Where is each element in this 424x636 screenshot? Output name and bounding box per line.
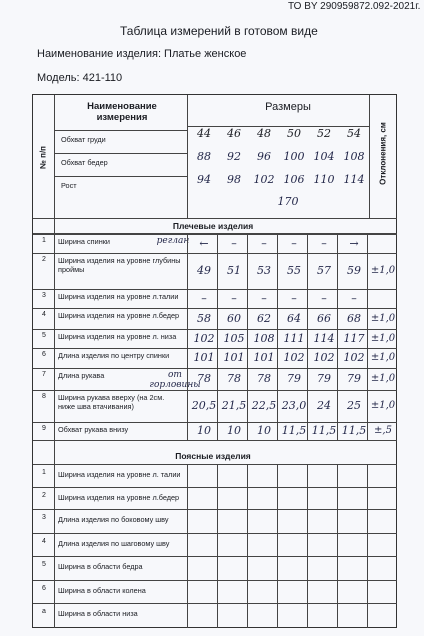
handwritten-value: ←: [199, 236, 209, 250]
row-number: 5: [42, 332, 46, 339]
handwritten-value: 102: [283, 351, 305, 364]
handwritten-value: –: [351, 291, 357, 305]
row-divider: [33, 509, 397, 510]
row-divider: [54, 130, 187, 131]
row-number: а: [42, 608, 46, 615]
handwritten-value: –: [231, 236, 237, 250]
handwritten-value: 102: [313, 351, 335, 364]
handwritten-value: –: [291, 236, 297, 250]
section-title-waist: Поясные изделия: [175, 451, 251, 461]
handwritten-value: 102: [193, 331, 215, 345]
handwritten-value: –: [291, 291, 297, 305]
handwritten-value: –: [201, 291, 207, 305]
measure-name: Длина рукава: [58, 371, 105, 380]
handwritten-value: 104: [313, 150, 335, 163]
handwritten-value: –: [261, 236, 267, 250]
row-divider: [33, 289, 397, 290]
measure-name: Ширина в области колена: [58, 586, 146, 595]
measure-name: Ширина рукава вверху (на 2см. ниже шва втачивания): [58, 393, 165, 411]
handwritten-value: 10: [227, 424, 241, 437]
row-divider: [33, 348, 397, 349]
handwritten-value: 20,5: [191, 399, 217, 412]
column-divider: [247, 464, 248, 628]
handwritten-value: 101: [253, 351, 275, 364]
handwritten-value: 102: [253, 173, 275, 186]
handwritten-value: 78: [257, 372, 271, 385]
handwritten-value: 24: [317, 399, 331, 412]
column-header-tolerance: Отклонения, см: [378, 122, 388, 185]
handwritten-value: 60: [227, 311, 241, 325]
handwritten-value: 108: [253, 331, 275, 345]
handwritten-value: 106: [283, 173, 305, 186]
handwritten-value: 49: [197, 264, 211, 277]
handwritten-value: 62: [257, 311, 271, 325]
row-number: 8: [42, 393, 46, 400]
handwritten-value: 11,5: [281, 424, 307, 437]
tolerance-value: ±1,0: [370, 400, 396, 411]
measure-name: Ширина изделия на уровне л.талии: [58, 292, 179, 301]
column-divider: [307, 464, 308, 628]
model-label: Модель: 421-110: [37, 72, 123, 84]
handwritten-value: 55: [287, 264, 301, 277]
measure-name: Обхват бедер: [61, 158, 108, 167]
measure-name: Ширина изделия на уровне л.бедер: [58, 493, 180, 502]
row-number: 3: [42, 292, 46, 299]
size-value: 50: [287, 127, 301, 140]
column-divider: [217, 234, 218, 440]
row-divider: [33, 603, 397, 604]
handwritten-value: 51: [227, 264, 241, 277]
handwritten-value: 101: [223, 351, 245, 364]
row-divider: [33, 556, 397, 557]
row-divider: [33, 533, 397, 534]
tolerance-value: ±1,0: [370, 373, 396, 384]
column-header-name: Наименование измерения: [87, 101, 157, 123]
handwritten-value: 170: [277, 195, 299, 208]
handwritten-value: 64: [287, 311, 301, 325]
column-divider: [337, 234, 338, 440]
handwritten-value: 92: [227, 150, 241, 163]
row-number: 6: [42, 351, 46, 358]
row-number: 4: [42, 311, 46, 318]
row-number: 5: [42, 561, 46, 568]
handwritten-value: 94: [197, 173, 211, 186]
row-divider: [54, 153, 187, 154]
tolerance-value: ±1,0: [370, 332, 396, 344]
handwritten-value: 68: [347, 311, 361, 325]
measure-name: Ширина в области низа: [58, 609, 138, 618]
handwritten-value: 117: [343, 331, 365, 345]
measure-name: Ширина изделия на уровне л. талии: [58, 470, 181, 479]
handwritten-value: 58: [197, 311, 211, 325]
column-divider: [187, 234, 188, 440]
measure-name: Обхват рукава внизу: [58, 425, 129, 434]
handwritten-value: 78: [227, 372, 241, 385]
handwritten-value: 57: [317, 264, 331, 277]
tolerance-value: ±,5: [374, 425, 392, 436]
row-number: 6: [42, 585, 46, 592]
row-divider: [33, 464, 397, 465]
handwritten-value: 79: [347, 372, 361, 385]
handwritten-value: 100: [283, 150, 305, 163]
handwritten-note: от горловины: [149, 370, 201, 390]
product-label: Наименование изделия: Платье женское: [37, 48, 247, 60]
row-number: 2: [42, 256, 46, 263]
handwritten-value: →: [349, 236, 359, 250]
handwritten-value: 114: [343, 173, 365, 186]
row-divider: [33, 308, 397, 309]
measurement-table: [32, 94, 397, 628]
handwritten-value: 11,5: [341, 424, 367, 437]
column-divider: [337, 464, 338, 628]
handwritten-value: –: [321, 236, 327, 250]
handwritten-value: 98: [227, 173, 241, 186]
column-divider: [217, 464, 218, 628]
handwritten-value: 10: [257, 424, 271, 437]
document-title: Таблица измерений в готовом виде: [120, 24, 318, 38]
size-value: 54: [347, 127, 361, 140]
measure-name: Длина изделия по центру спинки: [58, 351, 170, 360]
row-number: 1: [42, 469, 46, 476]
column-divider: [367, 234, 368, 440]
measure-name: Ширина изделия на уровне л. низа: [58, 332, 177, 341]
column-divider: [277, 464, 278, 628]
row-divider: [33, 368, 397, 369]
handwritten-value: 101: [193, 351, 215, 364]
handwritten-value: 114: [313, 331, 335, 345]
row-divider: [33, 440, 397, 441]
handwritten-value: 25: [347, 399, 361, 412]
handwritten-value: 53: [257, 264, 271, 277]
row-divider: [33, 329, 397, 330]
size-value: 44: [197, 127, 211, 140]
handwritten-value: 79: [287, 372, 301, 385]
section-title-shoulder: Плечевые изделия: [172, 221, 254, 231]
row-divider: [33, 422, 397, 423]
handwritten-value: 79: [317, 372, 331, 385]
row-divider: [33, 390, 397, 391]
tolerance-value: ±1,0: [370, 352, 396, 363]
measure-name: Ширина спинки: [58, 237, 110, 246]
column-header-sizes: Размеры: [265, 101, 311, 113]
row-divider: [33, 234, 397, 235]
handwritten-value: –: [321, 291, 327, 305]
row-divider: [54, 176, 187, 177]
measure-name: Ширина изделия на уровне глубины проймы: [58, 256, 181, 274]
row-number: 9: [42, 425, 46, 432]
measure-name: Длина изделия по боковому шву: [58, 515, 169, 524]
row-number: 2: [42, 492, 46, 499]
handwritten-value: –: [231, 291, 237, 305]
handwritten-value: 111: [283, 331, 305, 345]
size-value: 52: [317, 127, 331, 140]
measure-name: Ширина в области бедра: [58, 562, 143, 571]
handwritten-value: 96: [257, 150, 271, 163]
row-number: 7: [42, 371, 46, 378]
handwritten-value: 21,5: [221, 399, 247, 412]
handwritten-value: 105: [223, 331, 245, 345]
column-divider: [307, 234, 308, 440]
measure-name: Рост: [61, 181, 77, 190]
handwritten-value: 59: [347, 264, 361, 277]
column-divider: [277, 234, 278, 440]
row-divider: [33, 487, 397, 488]
column-header-number: № п/п: [38, 145, 48, 170]
size-value: 48: [257, 127, 271, 140]
handwritten-value: 110: [313, 173, 335, 186]
handwritten-note: реглан: [156, 236, 190, 246]
row-divider: [33, 580, 397, 581]
handwritten-value: 11,5: [311, 424, 337, 437]
measure-name: Длина изделия по шаговому шву: [58, 539, 170, 548]
tolerance-value: ±1,0: [370, 312, 396, 324]
column-divider: [187, 464, 188, 628]
tolerance-value: ±1,0: [370, 265, 396, 276]
handwritten-value: 23,0: [281, 399, 307, 412]
size-value: 46: [227, 127, 241, 140]
column-divider: [367, 464, 368, 628]
handwritten-value: 10: [197, 424, 211, 437]
handwritten-value: 102: [343, 351, 365, 364]
row-divider: [33, 253, 397, 254]
registration-number: ТО BY 290959872.092-2021г.: [288, 1, 421, 12]
measure-name: Обхват груди: [61, 135, 106, 144]
handwritten-value: –: [261, 291, 267, 305]
handwritten-value: 88: [197, 150, 211, 163]
handwritten-value: 78: [197, 372, 211, 385]
handwritten-value: 66: [317, 311, 331, 325]
row-number: 1: [42, 237, 46, 244]
column-divider: [247, 234, 248, 440]
row-number: 3: [42, 514, 46, 521]
handwritten-value: 22,5: [251, 399, 277, 412]
row-number: 4: [42, 538, 46, 545]
measure-name: Ширина изделия на уровне л.бедер: [58, 311, 180, 320]
handwritten-value: 108: [343, 150, 365, 163]
